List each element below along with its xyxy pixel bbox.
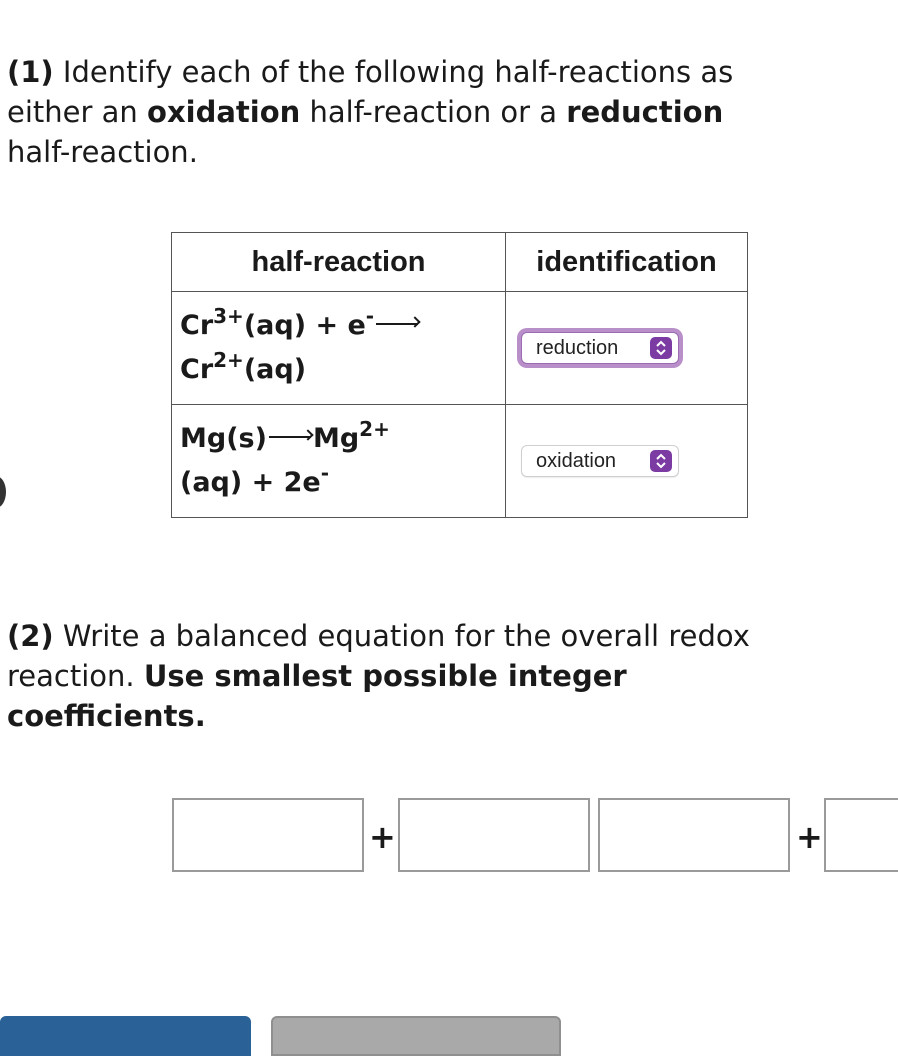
identification-select-row-1[interactable] [521,332,679,364]
secondary-button[interactable] [271,1016,561,1056]
half-reaction-header: half-reaction [172,233,506,292]
question-1-number: (1) [7,55,54,89]
reaction-arrow-icon [269,436,311,438]
plus-sign: + [369,818,396,856]
table-row [172,405,748,518]
select-value: oxidation [536,449,617,472]
select-value: reduction [536,336,619,359]
chevron-up-down-icon [650,337,672,359]
product-2-input[interactable] [824,798,898,872]
half-reaction-cell: $Cr^{3+}(aq) + e^-$ $Cr^{2+}(aq)$ [172,292,506,405]
reactant-1-input[interactable] [172,798,364,872]
submit-button[interactable] [0,1016,251,1056]
left-edge-handle [0,476,6,508]
reaction-arrow-icon [376,323,418,325]
identification-select-row-2[interactable] [521,445,679,477]
product-1-input[interactable] [598,798,790,872]
plus-sign: + [796,818,823,856]
half-reaction-cell: Mg(s) $Mg^{2+}$ (aq) + 2e- [172,405,506,518]
half-reaction-table [171,232,748,518]
question-2-number: (2) [7,619,54,653]
question-1-text: (1) Identify each of the following half-reactions as either an oxidation half-reaction or a reduction half-reaction. [7,55,734,169]
chevron-up-down-icon [650,450,672,472]
identification-cell [506,292,748,405]
table-row [172,292,748,405]
identification-header: identification [506,233,748,292]
reactant-2-input[interactable] [398,798,590,872]
identification-cell [506,405,748,518]
question-2-text: (2) Write a balanced equation for the overall redox reaction. Use smallest possible integer coefficients. [7,619,750,733]
